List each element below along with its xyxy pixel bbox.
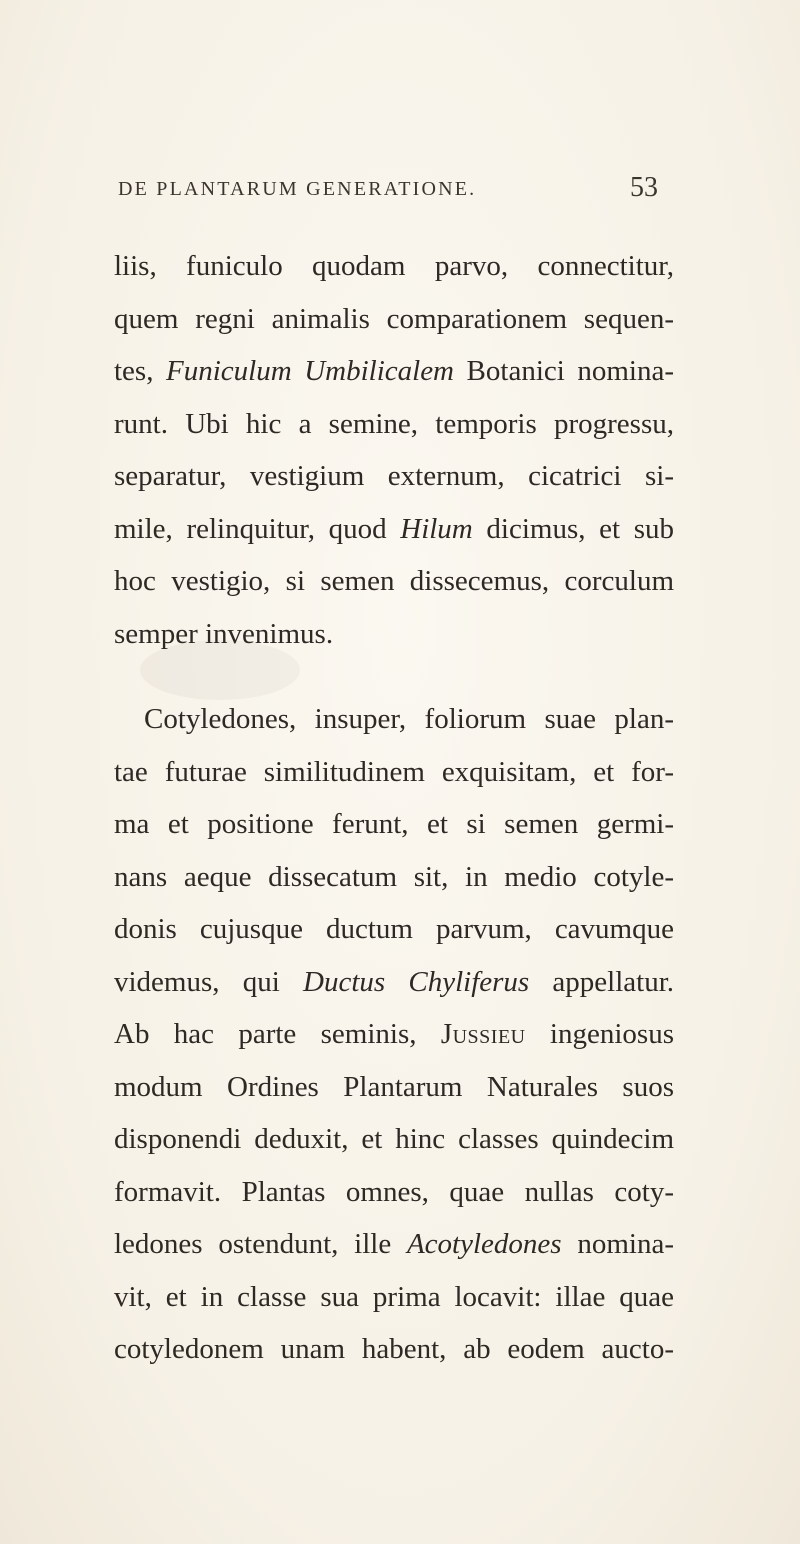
paragraph-1	[114, 240, 674, 660]
text-line: Cotyledones, insuper, foliorum suae plan-	[144, 703, 674, 735]
paragraph-2	[114, 693, 674, 1376]
term-ductus-chyliferus: Ductus Chyliferus	[303, 965, 530, 998]
text-line: quem regni animalis comparationem sequen-	[114, 302, 674, 335]
text-line: ma et positione ferunt, et si semen germi-	[114, 808, 674, 840]
text-line: runt. Ubi hic a semine, temporis progressu,	[114, 407, 674, 440]
text-line: nans aeque dissecatum sit, in medio cotyle-	[114, 860, 674, 893]
term-funiculum-umbilicalem: Funiculum Umbilicalem	[166, 355, 455, 387]
text-line: mile, relinquitur, quod Hilum dicimus, et sub	[114, 512, 674, 545]
running-head	[118, 172, 658, 212]
text-line: disponendi deduxit, et hinc classes quindecim	[114, 1123, 674, 1155]
term-acotyledones: Acotyledones	[406, 1228, 562, 1260]
text-line: vit, et in classe sua prima locavit: illae quae	[114, 1280, 674, 1313]
text-line: hoc vestigio, si semen dissecemus, corculum	[114, 565, 674, 597]
text-line: liis, funiculo quodam parvo, connectitur,	[114, 250, 674, 282]
page-number: 53	[630, 172, 658, 203]
running-title: DE PLANTARUM GENERATIONE.	[118, 178, 477, 200]
text-line: Ab hac parte seminis, Jussieu ingeniosus	[114, 1018, 674, 1050]
text-line: tae futurae similitudinem exquisitam, et for-	[114, 755, 674, 788]
text-line: semper invenimus.	[114, 617, 334, 650]
text-line: donis cujusque ductum parvum, cavumque	[114, 913, 674, 945]
name-jussieu: Jussieu	[440, 1018, 526, 1050]
text-line: formavit. Plantas omnes, quae nullas coty-	[114, 1175, 674, 1208]
term-hilum: Hilum	[400, 512, 473, 545]
text-line: separatur, vestigium externum, cicatrici si-	[114, 460, 674, 492]
text-line: cotyledonem unam habent, ab eodem aucto-	[114, 1333, 674, 1365]
text-line: modum Ordines Plantarum Naturales suos	[114, 1070, 674, 1103]
text-line: ledones ostendunt, ille Acotyledones nomina-	[114, 1228, 674, 1260]
text-line: videmus, qui Ductus Chyliferus appellatur.	[114, 965, 674, 998]
text-line: tes, Funiculum Umbilicalem Botanici nomina-	[114, 355, 675, 387]
